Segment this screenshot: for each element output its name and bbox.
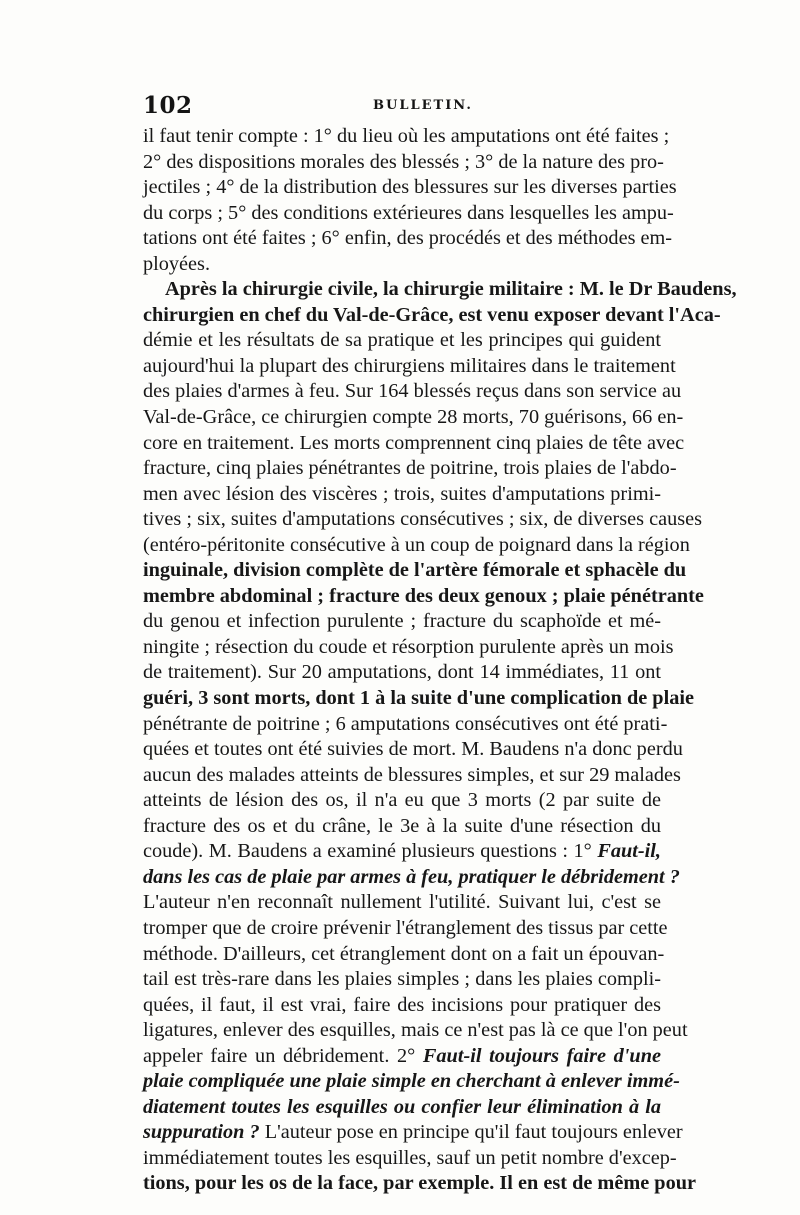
text-line: du corps ; 5° des conditions extérieures dans lesquelles les ampu- bbox=[143, 201, 674, 224]
italic-question-2d: suppuration ? bbox=[143, 1121, 260, 1144]
text-line: chirurgien en chef du Val-de-Grâce, est venu exposer devant l'Aca- bbox=[143, 303, 721, 326]
text-line: tations ont été faites ; 6° enfin, des procédés et des méthodes em- bbox=[143, 227, 673, 250]
italic-question-1b: dans les cas de plaie par armes à feu, pratiquer le débridement ? bbox=[143, 865, 680, 888]
text-line bbox=[143, 1069, 680, 1095]
text-line: 2° des dispositions morales des blessés ; 3° de la nature des pro- bbox=[143, 150, 664, 173]
text-line: immédiatement toutes les esquilles, sauf un petit nombre d'excep- bbox=[143, 1146, 677, 1169]
text-run: appeler faire un débridement. 2° bbox=[143, 1044, 423, 1067]
text-line: pénétrante de poitrine ; 6 amputations consécutives ont été prati- bbox=[143, 712, 668, 735]
text-line: tions, pour les os de la face, par exemple. Il en est de même pour bbox=[143, 1172, 696, 1195]
text-line: aujourd'hui la plupart des chirurgiens militaires dans le traitement bbox=[143, 354, 676, 377]
text-line bbox=[143, 1095, 661, 1121]
text-line: membre abdominal ; fracture des deux genoux ; plaie pénétrante bbox=[143, 584, 704, 607]
italic-question-1a: Faut-il, bbox=[597, 840, 661, 863]
text-line bbox=[143, 865, 680, 891]
text-line: core en traitement. Les morts comprennent cinq plaies de tête avec bbox=[143, 431, 685, 454]
text-line: men avec lésion des viscères ; trois, suites d'amputations primi- bbox=[143, 482, 661, 505]
body-text bbox=[143, 124, 737, 1197]
text-line: atteints de lésion des os, il n'a eu que 3 morts (2 par suite de bbox=[143, 789, 661, 812]
text-line bbox=[143, 1044, 661, 1070]
text-line: tromper que de croire prévenir l'étranglement des tissus par cette bbox=[143, 916, 668, 939]
text-line: Val-de-Grâce, ce chirurgien compte 28 morts, 70 guérisons, 66 en- bbox=[143, 406, 684, 429]
text-line: démie et les résultats de sa pratique et les principes qui guident bbox=[143, 329, 661, 352]
text-line: quées, il faut, il est vrai, faire des incisions pour pratiquer des bbox=[143, 993, 661, 1016]
text-line: méthode. D'ailleurs, cet étranglement dont on a fait un épouvan- bbox=[143, 942, 665, 965]
text-line: L'auteur n'en reconnaît nullement l'utilité. Suivant lui, c'est se bbox=[143, 891, 661, 914]
italic-question-2c: diatement toutes les esquilles ou confier leur élimination à la bbox=[143, 1095, 661, 1118]
page-number: 102 bbox=[143, 92, 193, 119]
text-line: ployées. bbox=[143, 252, 211, 275]
italic-question-2a: Faut-il toujours faire d'une bbox=[422, 1044, 661, 1067]
paragraph-military-surgery bbox=[143, 277, 737, 1197]
text-line: tives ; six, suites d'amputations consécutives ; six, de diverses causes bbox=[143, 508, 703, 531]
running-head: BULLETIN. bbox=[373, 98, 473, 113]
text-run: L'auteur pose en principe qu'il faut toujours enlever bbox=[259, 1121, 683, 1144]
text-line: (entéro-péritonite consécutive à un coup de poignard dans la région bbox=[143, 533, 690, 556]
text-run: coude). M. Baudens a examiné plusieurs questions : 1° bbox=[143, 840, 598, 863]
text-line: il faut tenir compte : 1° du lieu où les amputations ont été faites ; bbox=[143, 125, 670, 147]
paragraph-continuation bbox=[143, 124, 677, 277]
text-line: aucun des malades atteints de blessures simples, et sur 29 malades bbox=[143, 763, 681, 786]
text-line: guéri, 3 sont morts, dont 1 à la suite d'une complication de plaie bbox=[143, 687, 694, 710]
text-line: des plaies d'armes à feu. Sur 164 blessés reçus dans son service au bbox=[143, 380, 682, 403]
text-line: de traitement). Sur 20 amputations, dont 14 immédiates, 11 ont bbox=[143, 661, 661, 684]
text-line bbox=[143, 839, 661, 865]
page-header bbox=[143, 92, 661, 122]
text-line: jectiles ; 4° de la distribution des blessures sur les diverses parties bbox=[143, 176, 677, 199]
text-line: quées et toutes ont été suivies de mort. M. Baudens n'a donc perdu bbox=[143, 738, 683, 761]
text-line: ningite ; résection du coude et résorption purulente après un mois bbox=[143, 635, 674, 658]
text-line: ligatures, enlever des esquilles, mais ce n'est pas là ce que l'on peut bbox=[143, 1019, 688, 1042]
text-line: du genou et infection purulente ; fracture du scaphoïde et mé- bbox=[143, 610, 661, 633]
text-line: Après la chirurgie civile, la chirurgie militaire : M. le Dr Baudens, bbox=[165, 278, 737, 301]
text-line: fracture des os et du crâne, le 3e à la suite d'une résection du bbox=[143, 814, 661, 837]
text-line bbox=[143, 1120, 683, 1146]
text-line: inguinale, division complète de l'artère fémorale et sphacèle du bbox=[143, 559, 687, 582]
text-line: tail est très-rare dans les plaies simples ; dans les plaies compli- bbox=[143, 968, 661, 991]
text-line: fracture, cinq plaies pénétrantes de poitrine, trois plaies de l'abdo- bbox=[143, 457, 677, 480]
italic-question-2b: plaie compliquée une plaie simple en cherchant à enlever immé- bbox=[143, 1070, 680, 1093]
